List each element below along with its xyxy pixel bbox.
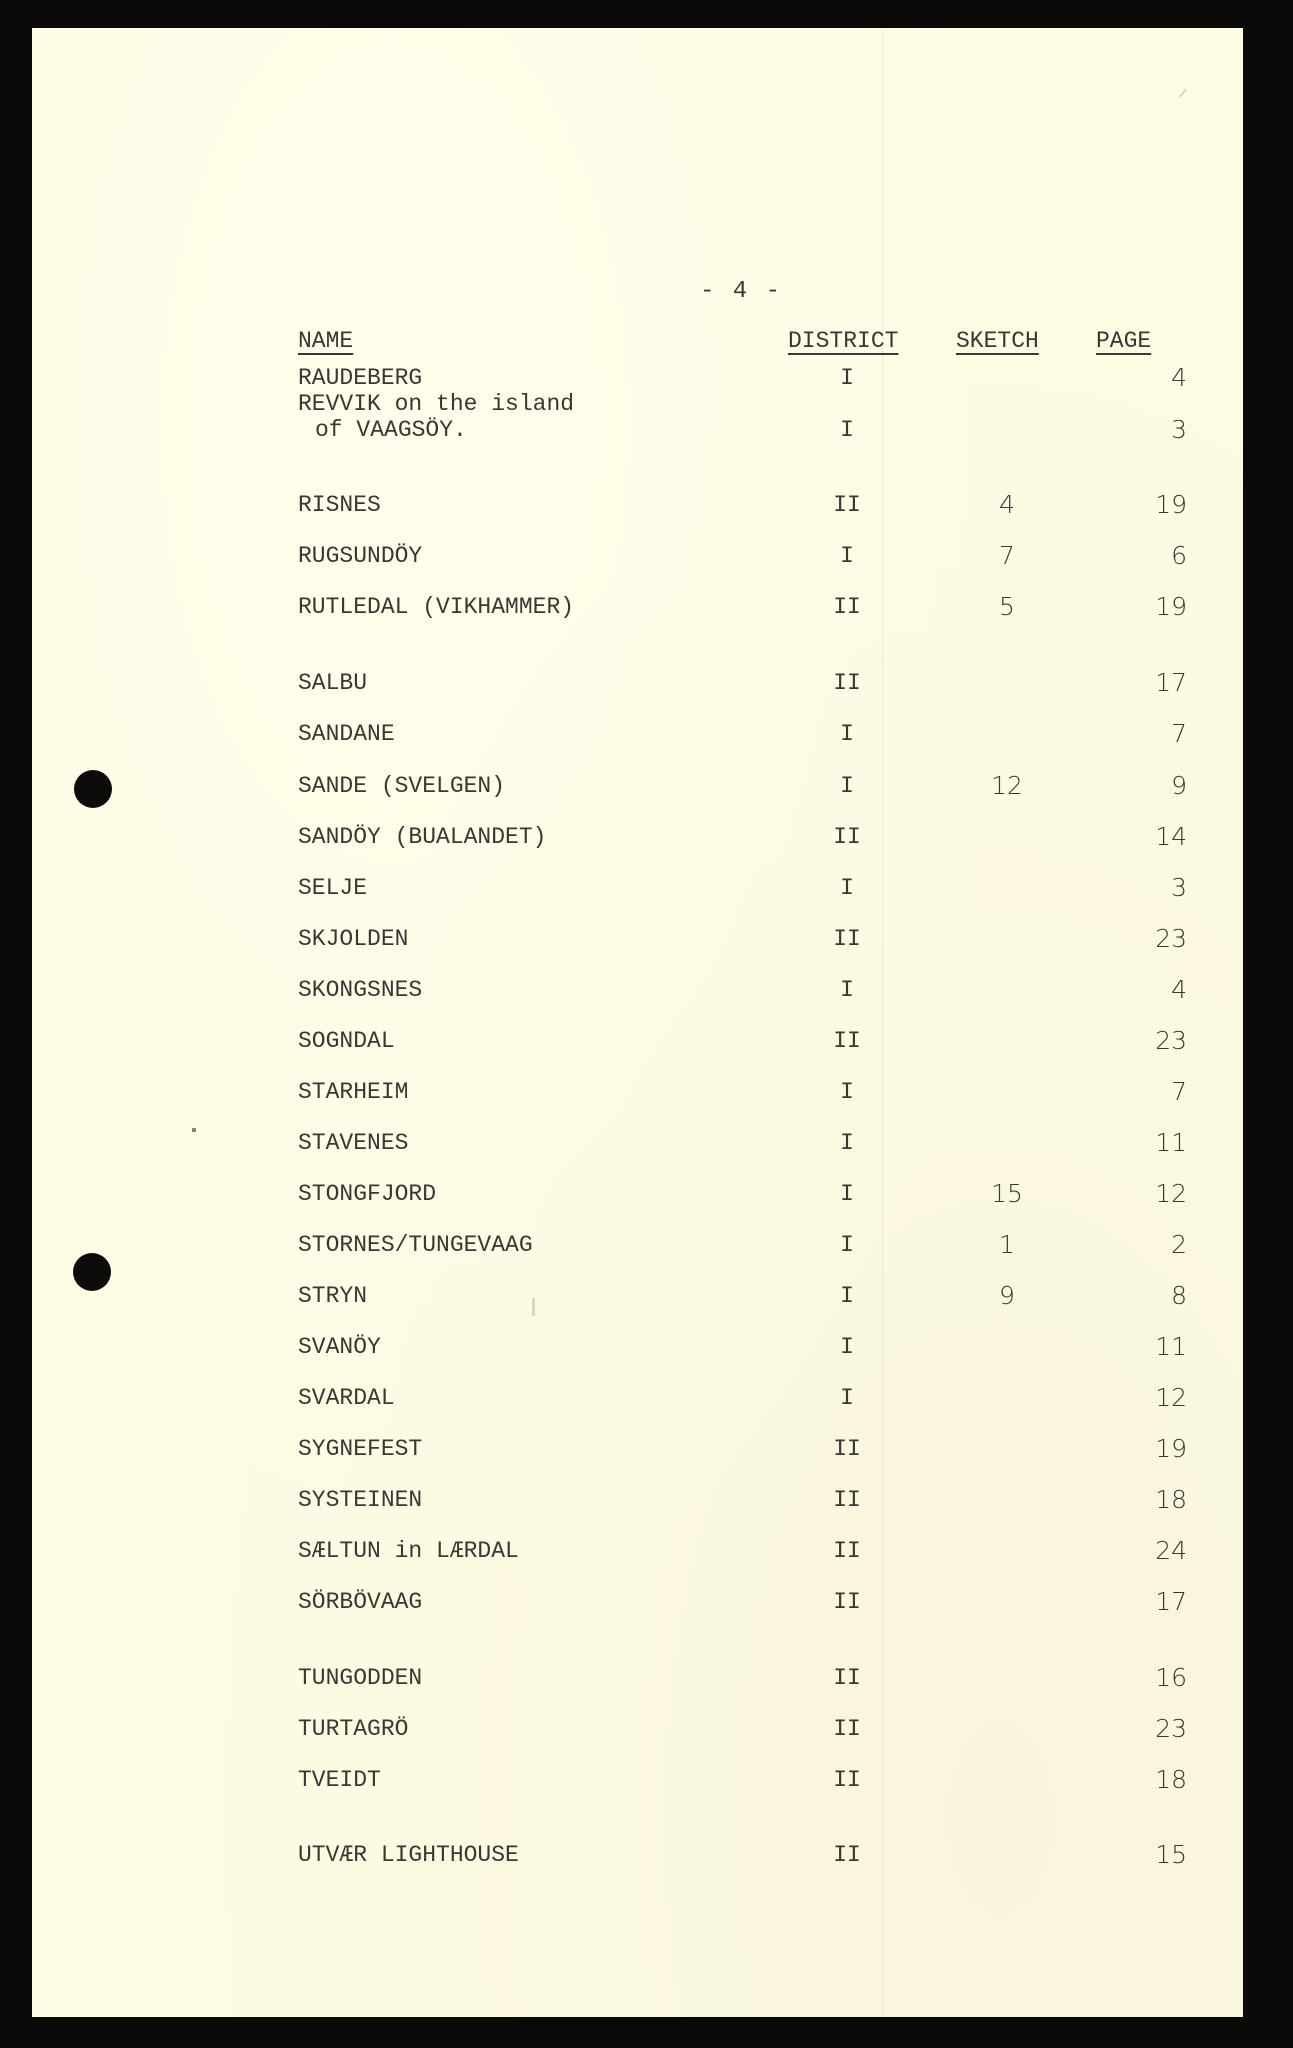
district-value: II [833,492,861,518]
district-value: I [840,1079,854,1105]
table-row [32,1181,1243,1221]
page-value: 15 [1155,1840,1187,1869]
table-row [32,977,1243,1017]
table-row [32,1079,1243,1119]
sketch-value: 9 [999,1281,1015,1310]
page-value: 16 [1155,1663,1187,1692]
page-number: - 4 - [700,278,783,305]
page-value: 12 [1155,1383,1187,1412]
page-value: 6 [1171,541,1187,570]
place-name: SÖRBÖVAAG [298,1589,423,1615]
district-value: I [840,875,854,901]
page-value: 19 [1155,1434,1187,1463]
table-row [32,1767,1243,1807]
page-value: 23 [1155,1714,1187,1743]
table-row [32,543,1243,583]
place-name: SELJE [298,875,368,901]
district-value: II [833,670,861,696]
place-name: STONGFJORD [298,1181,437,1207]
place-name: SANDÖY (BUALANDET) [298,824,547,850]
page-value: 19 [1155,592,1187,621]
place-name: RUGSUNDÖY [298,543,423,569]
place-name: SOGNDAL [298,1028,395,1054]
district-value: I [840,1385,854,1411]
district-value: I [840,977,854,1003]
page-value: 7 [1171,719,1187,748]
table-row [32,1716,1243,1756]
column-header-page: PAGE [1096,328,1152,354]
sketch-value: 5 [999,592,1015,621]
district-value: II [833,1487,861,1513]
place-name: TUNGODDEN [298,1665,423,1691]
page-value: 3 [1171,873,1187,902]
place-name: UTVÆR LIGHTHOUSE [298,1842,519,1868]
district-value: I [840,773,854,799]
page-value: 4 [1171,363,1187,392]
table-row [32,365,1243,405]
page-value: 4 [1171,975,1187,1004]
place-name: TURTAGRÖ [298,1716,409,1742]
column-header-district: DISTRICT [788,328,899,354]
sketch-value: 1 [999,1230,1015,1259]
district-value: I [840,1232,854,1258]
table-row [32,1665,1243,1705]
table-row [32,1842,1243,1882]
sketch-value: 7 [999,541,1015,570]
place-name [298,391,574,443]
district-value: II [833,1716,861,1742]
district-value: I [840,417,854,443]
table-row [32,1487,1243,1527]
table-row [32,824,1243,864]
district-value: I [840,1130,854,1156]
district-value: II [833,1767,861,1793]
page-value: 11 [1155,1128,1187,1157]
table-row [32,721,1243,761]
district-value: II [833,1538,861,1564]
place-name: SYGNEFEST [298,1436,423,1462]
table-row [32,1130,1243,1170]
page-value: 17 [1155,668,1187,697]
place-name: SVARDAL [298,1385,395,1411]
sketch-value: 12 [991,771,1023,800]
table-row [32,1334,1243,1374]
page-value: 2 [1171,1230,1187,1259]
table-row [32,875,1243,915]
district-value: I [840,543,854,569]
table-row [32,492,1243,532]
page-value: 24 [1155,1536,1187,1565]
table-row [32,1589,1243,1629]
district-value: II [833,824,861,850]
district-value: II [833,926,861,952]
district-value: I [840,721,854,747]
sketch-value: 4 [999,490,1015,519]
place-name: STORNES/TUNGEVAAG [298,1232,533,1258]
place-name: RAUDEBERG [298,365,423,391]
place-name: SÆLTUN in LÆRDAL [298,1538,519,1564]
district-value: I [840,1181,854,1207]
place-name: SALBU [298,670,368,696]
place-name-line1: REVVIK on the island [298,391,575,417]
table-row [32,1385,1243,1425]
page-value: 11 [1155,1332,1187,1361]
table-row [32,926,1243,966]
district-value: II [833,1028,861,1054]
district-value: II [833,1842,861,1868]
page-value: 8 [1171,1281,1187,1310]
page-value: 7 [1171,1077,1187,1106]
place-name: SVANÖY [298,1334,381,1360]
district-value: II [833,1436,861,1462]
page-value: 23 [1155,1026,1187,1055]
page-value: 3 [1171,415,1187,444]
place-name: SANDANE [298,721,395,747]
place-name: RUTLEDAL (VIKHAMMER) [298,594,575,620]
district-value: II [833,1589,861,1615]
paper-speck [1179,89,1187,98]
table-row [32,594,1243,634]
place-name: STAVENES [298,1130,409,1156]
place-name: STARHEIM [298,1079,409,1105]
place-name: STRYN [298,1283,368,1309]
page-value: 14 [1155,822,1187,851]
table-row [32,670,1243,710]
column-header-sketch: SKETCH [956,328,1039,354]
table-row [32,1283,1243,1323]
district-value: I [840,1283,854,1309]
district-value: II [833,594,861,620]
place-name: SKJOLDEN [298,926,409,952]
document-page [32,28,1243,2017]
district-value: I [840,1334,854,1360]
column-header-name: NAME [298,328,354,354]
page-value: 9 [1171,771,1187,800]
page-value: 17 [1155,1587,1187,1616]
page-value: 12 [1155,1179,1187,1208]
table-row [32,1538,1243,1578]
table-row [32,1232,1243,1272]
place-name-line2: of VAAGSÖY. [315,417,467,443]
district-value: I [840,365,854,391]
table-row [32,1028,1243,1068]
place-name: RISNES [298,492,381,518]
table-row [32,1436,1243,1476]
page-value: 23 [1155,924,1187,953]
place-name: SKONGSNES [298,977,423,1003]
table-row [32,773,1243,813]
place-name: SANDE (SVELGEN) [298,773,506,799]
page-value: 18 [1155,1765,1187,1794]
page-value: 18 [1155,1485,1187,1514]
district-value: II [833,1665,861,1691]
table-row [32,391,1243,457]
page-value: 19 [1155,490,1187,519]
place-name: TVEIDT [298,1767,381,1793]
sketch-value: 15 [991,1179,1023,1208]
place-name: SYSTEINEN [298,1487,423,1513]
